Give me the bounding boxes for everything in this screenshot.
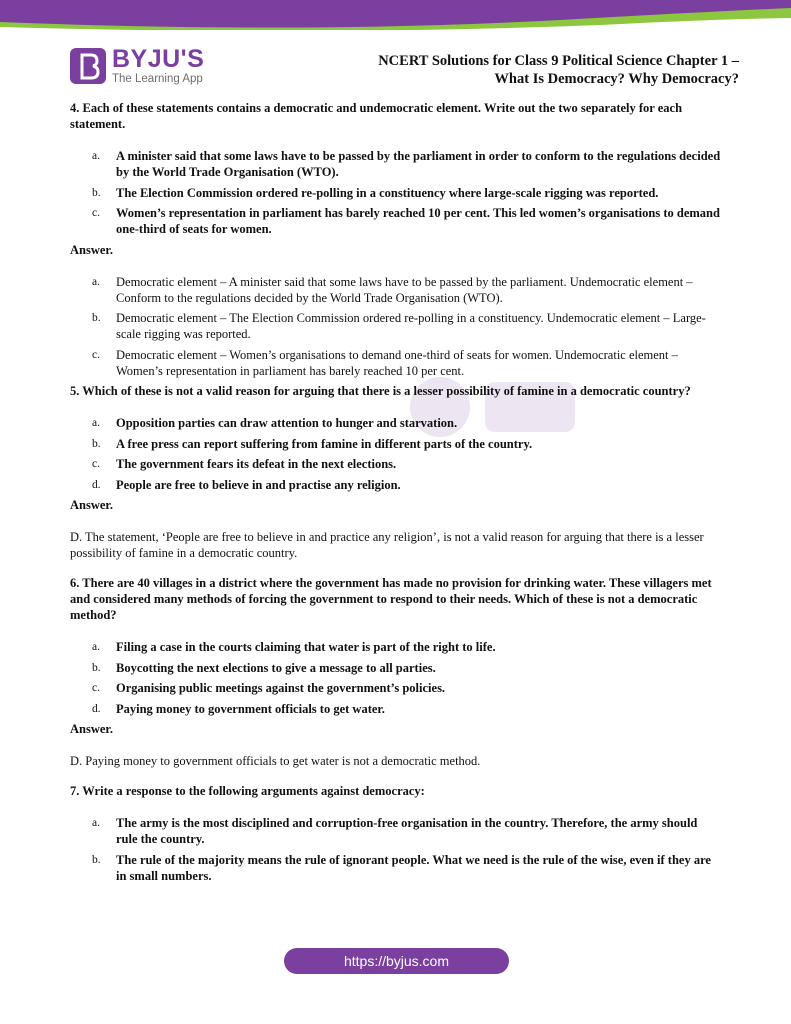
answer-text: Democratic element – A minister said that some laws have to be passed by the parliament. Undemocratic element – Conform to the regulations decided by the World Trade Organisation (WTO). xyxy=(116,274,693,305)
option-text: Opposition parties can draw attention to hunger and starvation. xyxy=(116,416,458,430)
option-marker: a. xyxy=(92,641,100,653)
option-text: The Election Commission ordered re-polling in a constituency where large-scale rigging was reported. xyxy=(116,185,659,200)
logo-mark-icon xyxy=(70,48,106,84)
answer-marker: a. xyxy=(92,275,100,288)
answer-label: Answer. xyxy=(70,242,113,257)
list-item xyxy=(70,185,722,201)
option-marker: c. xyxy=(92,682,100,694)
question-7-options xyxy=(70,815,722,884)
list-item xyxy=(70,680,722,696)
list-item xyxy=(70,436,722,452)
option-marker: a. xyxy=(92,150,100,162)
option-marker: d. xyxy=(92,478,101,491)
list-item xyxy=(70,701,722,717)
list-item xyxy=(70,456,722,472)
answer-text: D. The statement, ‘People are free to believe in and practice any religion’, is not a valid reason for arguing that there is a lesser possibility of famine in a democratic country. xyxy=(70,530,704,560)
answer-label: Answer. xyxy=(70,498,113,512)
document-title-line-1: NCERT Solutions for Class 9 Political Science Chapter 1 – xyxy=(378,53,739,69)
option-marker: c. xyxy=(92,458,100,470)
option-marker: a. xyxy=(92,417,100,429)
list-item xyxy=(70,639,722,655)
question-5-options xyxy=(70,415,722,493)
list-item xyxy=(70,347,722,379)
option-text: Boycotting the next elections to give a message to all parties. xyxy=(116,660,436,675)
option-text: A minister said that some laws have to be passed by the parliament in order to conform to the regulations decided by the World Trade Organisation (WTO). xyxy=(116,149,721,179)
option-text: Women’s representation in parliament has barely reached 10 per cent. This led women’s organisations to demand one-third of seats for women. xyxy=(116,206,720,236)
answer-marker: b. xyxy=(92,312,101,324)
option-marker: c. xyxy=(92,207,100,219)
footer-url-link[interactable]: https://byjus.com xyxy=(284,948,509,974)
list-item xyxy=(70,205,722,237)
answer-text: Democratic element – The Election Commission ordered re-polling in a constituency. Undemocratic element – Large-scale rigging was reported. xyxy=(116,311,706,341)
option-text: Organising public meetings against the government’s policies. xyxy=(116,681,446,695)
list-item xyxy=(70,477,722,493)
option-marker: a. xyxy=(92,817,100,829)
option-marker: b. xyxy=(92,186,101,199)
answer-label: Answer. xyxy=(70,722,113,736)
answer-text: D. Paying money to government officials to get water is not a democratic method. xyxy=(70,754,481,768)
question-6-options xyxy=(70,639,722,717)
list-item xyxy=(70,815,722,847)
option-text: People are free to believe in and practise any religion. xyxy=(116,477,401,492)
list-item xyxy=(70,415,722,431)
question-7: 7. Write a response to the following arguments against democracy: xyxy=(70,784,425,798)
question-5: 5. Which of these is not a valid reason for arguing that there is a lesser possibility of famine in a democratic country? xyxy=(70,384,691,398)
answer-marker: c. xyxy=(92,348,100,361)
question-6: 6. There are 40 villages in a district where the government has made no provision for drinking water. These villagers met and considered many methods of forcing the government to respond to their needs. Which of these is not a democratic method? xyxy=(70,576,712,622)
option-text: Filing a case in the courts claiming that water is part of the right to life. xyxy=(116,640,496,654)
option-marker: b. xyxy=(92,661,101,674)
option-text: A free press can report suffering from famine in different parts of the country. xyxy=(116,436,533,451)
list-item xyxy=(70,148,722,180)
list-item xyxy=(70,852,722,884)
option-text: The army is the most disciplined and corruption-free organisation in the country. Therefore, the army should rule the country. xyxy=(116,816,698,846)
byjus-logo xyxy=(70,46,204,86)
list-item xyxy=(70,660,722,676)
brand-tagline: The Learning App xyxy=(112,72,203,85)
answer-text: Democratic element – Women’s organisations to demand one-third of seats for women. Undemocratic element – Women’s representation in parliament has barely reached 10 per cent. xyxy=(116,347,678,378)
question-4-options xyxy=(70,148,722,237)
document-title-line-2: What Is Democracy? Why Democracy? xyxy=(494,71,739,87)
question-4-answers xyxy=(70,274,722,379)
option-marker: b. xyxy=(92,853,101,866)
option-marker: d. xyxy=(92,702,101,715)
question-4: 4. Each of these statements contains a democratic and undemocratic element. Write out the two separately for each statement. xyxy=(70,101,683,131)
list-item xyxy=(70,274,722,306)
option-text: The government fears its defeat in the next elections. xyxy=(116,457,397,471)
option-marker: b. xyxy=(92,437,101,450)
brand-name: BYJU'S xyxy=(112,44,205,73)
document-body xyxy=(70,100,722,888)
option-text: Paying money to government officials to get water. xyxy=(116,701,385,716)
list-item xyxy=(70,310,722,342)
option-text: The rule of the majority means the rule of ignorant people. What we need is the rule of the wise, even if they are in small numbers. xyxy=(116,852,711,883)
document-title xyxy=(319,52,739,88)
header-color-band xyxy=(0,0,791,30)
